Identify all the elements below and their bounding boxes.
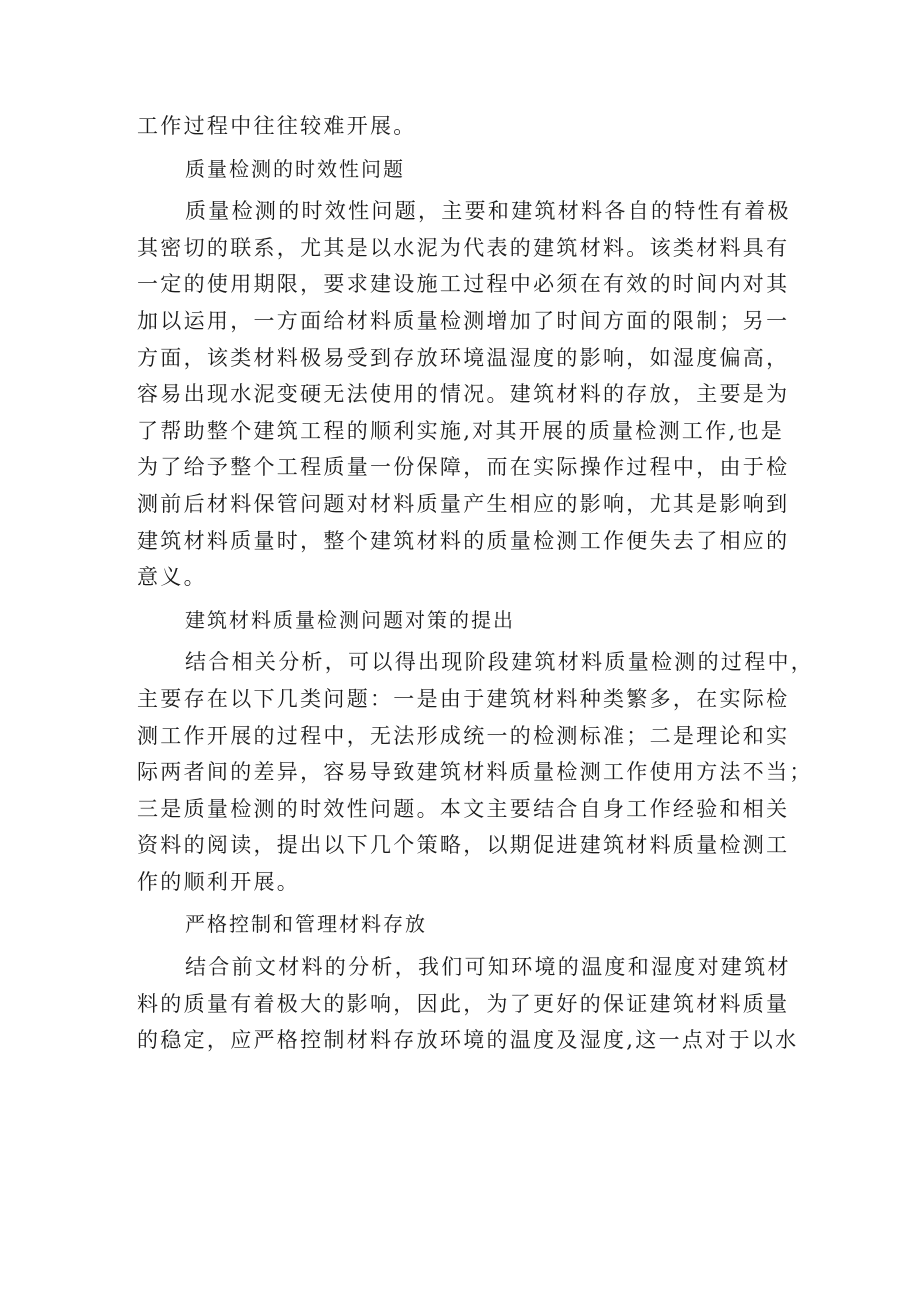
paragraph-line: 意义。 <box>137 565 207 590</box>
paragraph-line: 加以运用，一方面给材料质量检测增加了时间方面的限制；另一 <box>137 308 790 333</box>
paragraph-line: 测前后材料保管问题对材料质量产生相应的影响，尤其是影响到 <box>137 491 790 516</box>
paragraph-line: 质量检测的时效性问题，主要和建筑材料各自的特性有着极 <box>185 199 791 224</box>
paragraph-line: 三是质量检测的时效性问题。本文主要结合自身工作经验和相关 <box>137 796 790 821</box>
paragraph-line: 其密切的联系，尤其是以水泥为代表的建筑材料。该类材料具有 <box>137 235 790 260</box>
heading-text: 质量检测的时效性问题 <box>185 156 405 181</box>
paragraph-line: 为了给予整个工程质量一份保障，而在实际操作过程中，由于检 <box>137 455 790 480</box>
body-paragraph <box>137 644 815 900</box>
heading-text: 严格控制和管理材料存放 <box>185 912 427 937</box>
body-paragraph <box>137 949 797 1059</box>
paragraph-line: 工作过程中往往较难开展。 <box>137 114 417 138</box>
paragraph-line: 容易出现水泥变硬无法使用的情况。建筑材料的存放，主要是为 <box>137 382 790 407</box>
paragraph-line: 一定的使用期限，要求建设施工过程中必须在有效的时间内对其 <box>137 272 790 297</box>
section-heading <box>137 602 797 639</box>
paragraph-line: 主要存在以下几类问题：一是由于建筑材料种类繁多，在实际检 <box>137 686 790 711</box>
paragraph-line: 方面，该类材料极易受到存放环境温湿度的影响，如湿度偏高， <box>137 345 790 370</box>
heading-text: 建筑材料质量检测问题对策的提出 <box>185 607 515 632</box>
paragraph-line: 资料的阅读，提出以下几个策略，以期促进建筑材料质量检测工 <box>137 833 790 858</box>
paragraph-line: 结合前文材料的分析，我们可知环境的温度和湿度对建筑材 <box>185 955 791 980</box>
section-heading <box>137 906 797 943</box>
paragraph-line: 了帮助整个建筑工程的顺利实施,对其开展的质量检测工作,也是 <box>137 418 785 443</box>
document-page <box>137 108 815 1059</box>
section-heading <box>137 151 797 188</box>
body-paragraph <box>137 193 797 596</box>
paragraph-line: 的稳定，应严格控制材料存放环境的温度及湿度,这一点对于以水 <box>137 1028 799 1053</box>
paragraph-line: 料的质量有着极大的影响，因此，为了更好的保证建筑材料质量 <box>137 991 790 1016</box>
paragraph-line: 测工作开展的过程中，无法形成统一的检测标准；二是理论和实 <box>137 723 790 748</box>
paragraph-line: 际两者间的差异，容易导致建筑材料质量检测工作使用方法不当； <box>137 760 813 785</box>
body-paragraph <box>137 108 797 145</box>
paragraph-line: 建筑材料质量时，整个建筑材料的质量检测工作便失去了相应的 <box>137 528 790 553</box>
paragraph-line: 作的顺利开展。 <box>137 869 301 894</box>
paragraph-line: 结合相关分析，可以得出现阶段建筑材料质量检测的过程中， <box>185 650 815 675</box>
